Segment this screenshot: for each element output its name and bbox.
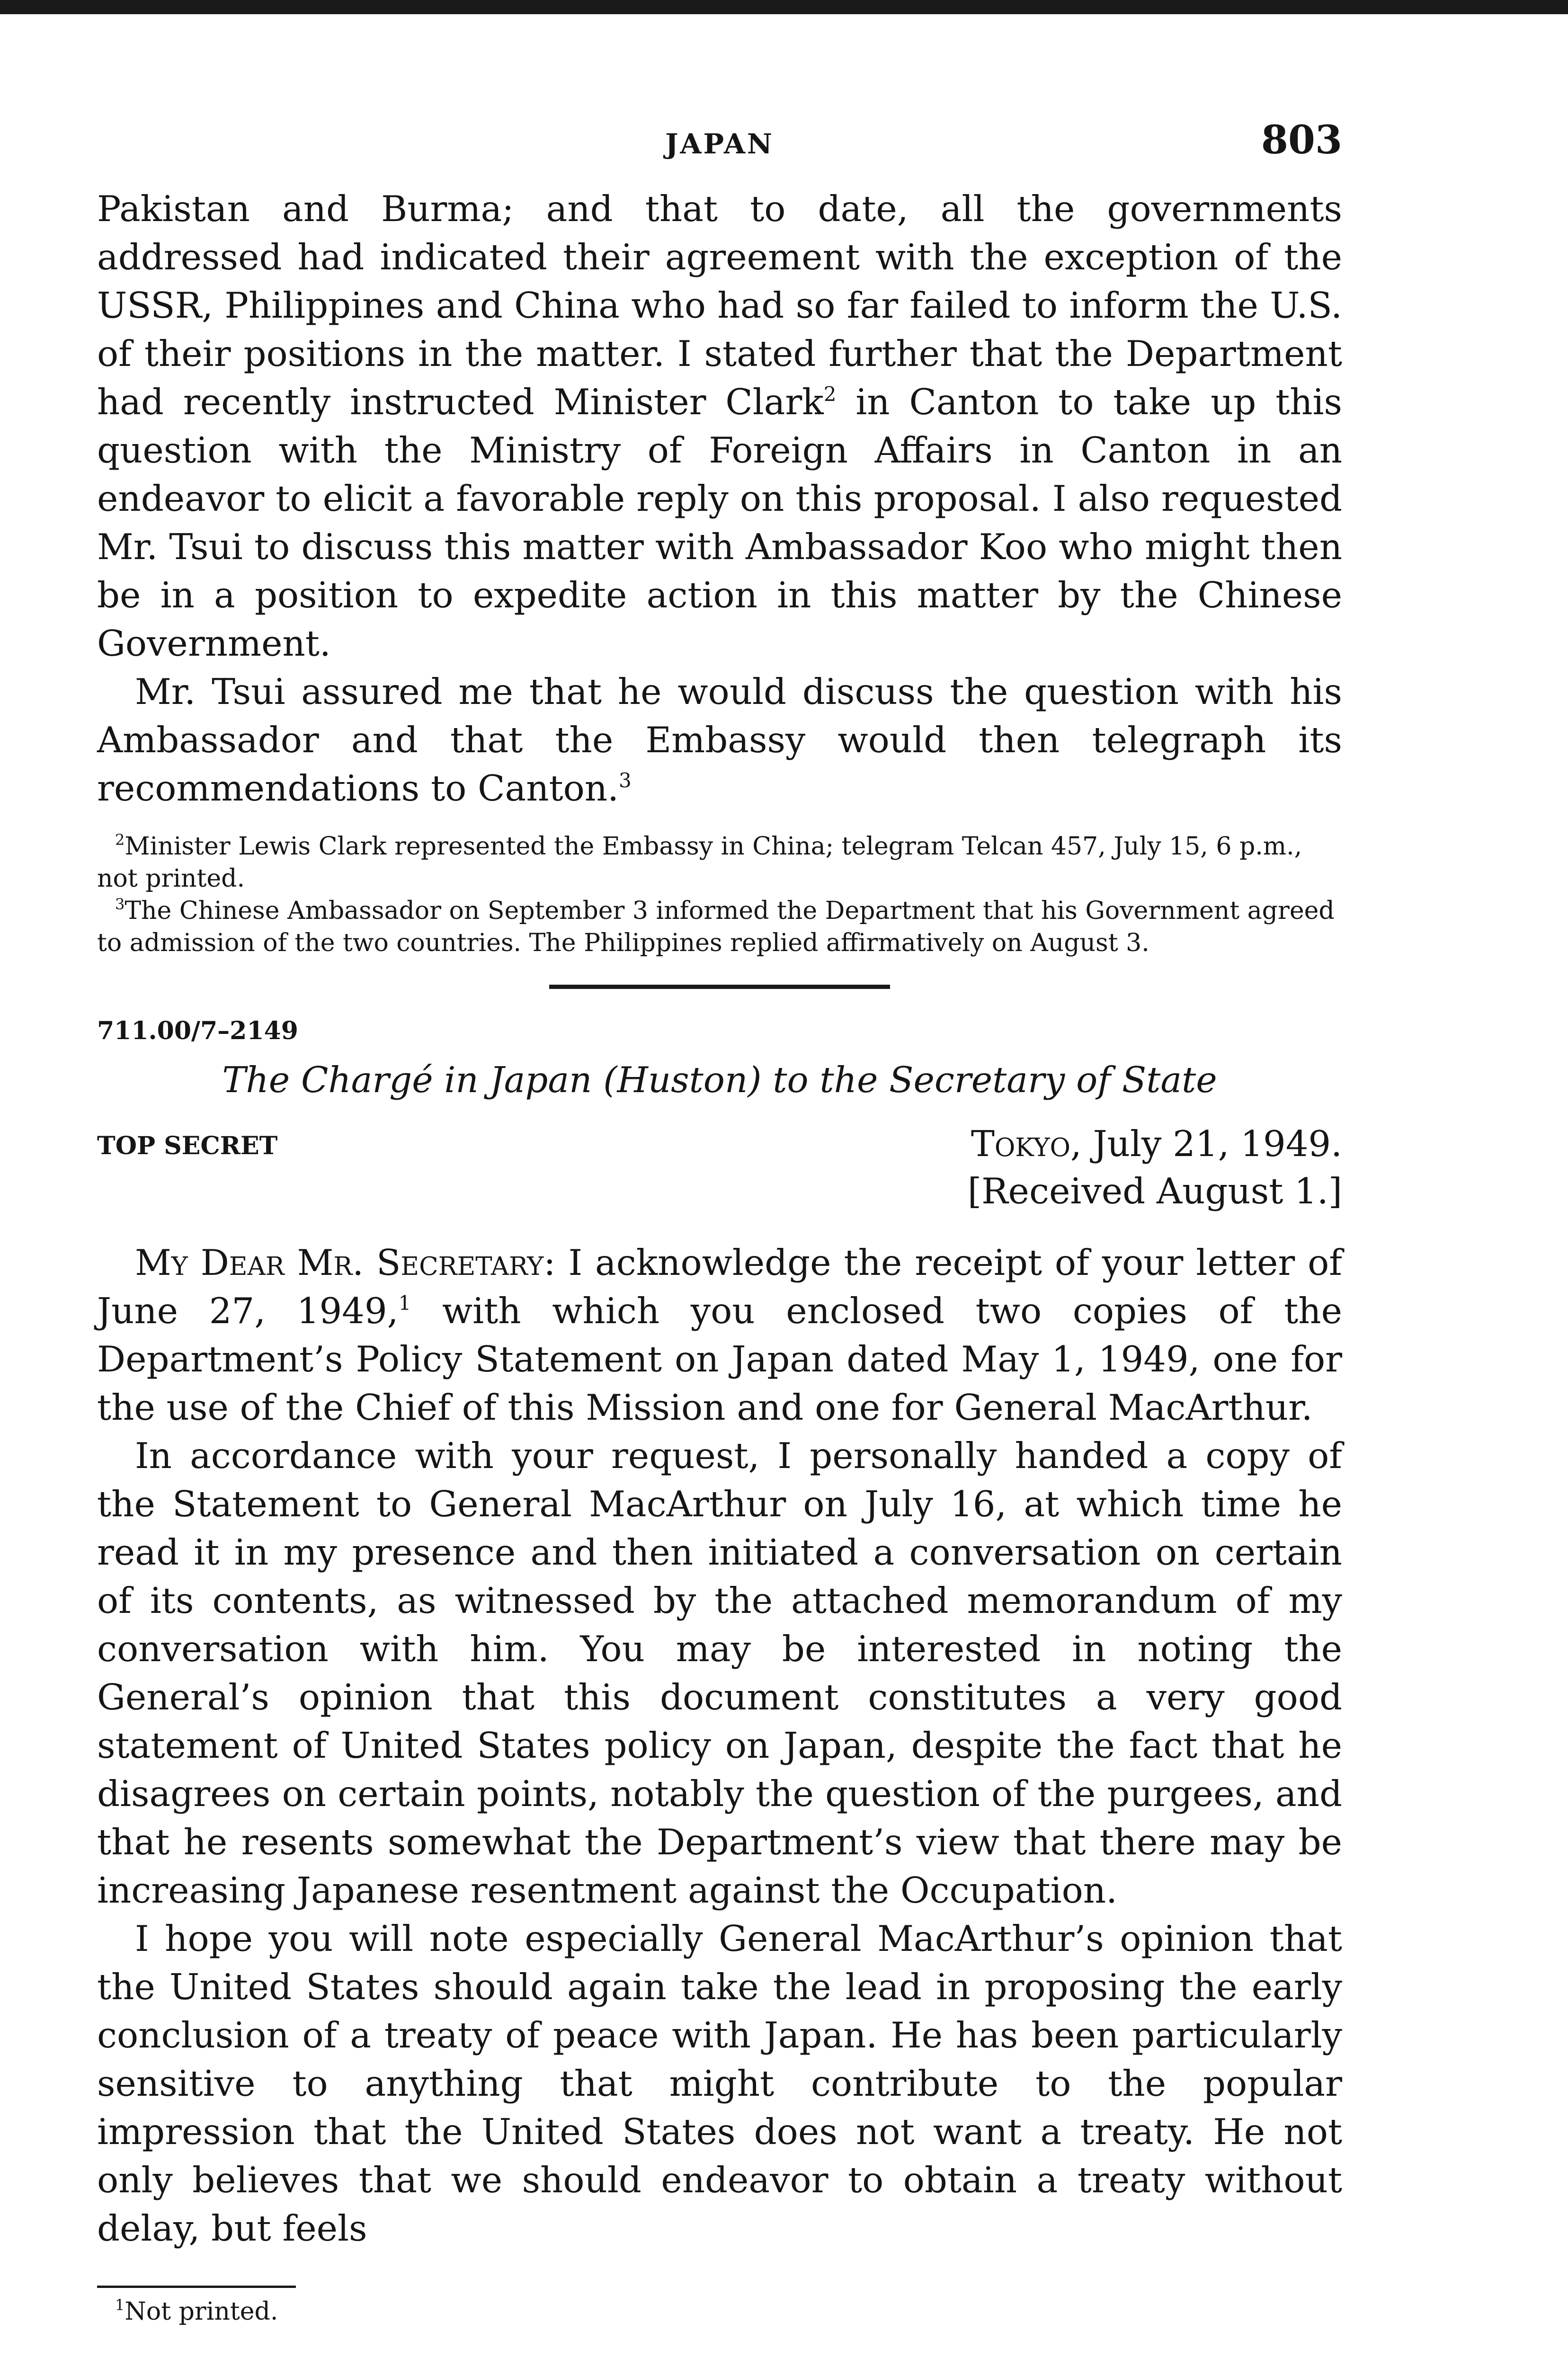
top-border-rule (0, 0, 1568, 14)
file-number: 711.00/7–2149 (97, 1016, 298, 1045)
footnote-ref-3: 3 (618, 769, 632, 792)
footnote-ref-1: 1 (398, 1291, 411, 1315)
document-page (97, 104, 1342, 2328)
letter-body (97, 1238, 1342, 2252)
footnote-mark: 2 (115, 831, 125, 849)
continuation-paragraph-1 (97, 185, 1342, 667)
footnote-ref-2: 2 (823, 383, 837, 406)
running-title: JAPAN (665, 128, 774, 160)
paragraph-text: Mr. Tsui assured me that he would discuss the question with his Ambassador and that the Embassy would then telegraph its recommendations to Canton. (97, 671, 1342, 809)
document-title: The Chargé in Japan (Huston) to the Secretary of State (222, 1059, 1217, 1101)
footnote-text: Not printed. (125, 2297, 278, 2326)
paragraph-text: : I acknowledge the receipt of your letter of June 27, 1949, (97, 1242, 1342, 1332)
continuation-paragraph-2 (97, 667, 1342, 812)
footnote-rule (97, 2286, 296, 2288)
classification-label: TOP SECRET (97, 1131, 278, 1160)
paragraph-text: Pakistan and Burma; and that to date, all the governments addressed had indicated their agreement with the exception of the USSR, Philippines and China who had so far failed to inform the U.S. of their positions in the matter. I stated further that the Department had recently instructed Minister Clark (97, 188, 1342, 423)
paragraph-text: with which you enclosed two copies of the Department’s Policy Statement on Japan dated May 1, 1949, one for the use of the Chief of this Mission and one for General MacArthur. (97, 1290, 1342, 1428)
letter-header (97, 1120, 1342, 1229)
footnote-3 (97, 895, 1342, 959)
letter-paragraph-3: I hope you will note especially General MacArthur’s opinion that the United States should again take the lead in proposing the early conclusion of a treaty of peace with Japan. He has been particularly sensitive to anything that might contribute to the popular impression that the United States does not want a treaty. He not only believes that we should endeavor to obtain a treaty without delay, but feels (97, 1918, 1342, 2249)
continuation-text (97, 185, 1342, 812)
paragraph-text: in Canton to take up this question with the Ministry of Foreign Affairs in Canton in an endeavor to elicit a favorable reply on this proposal. I also requested Mr. Tsui to discuss this matter with Ambassador Koo who might then be in a position to expedite action in this matter by the Chinese Government. (97, 381, 1343, 664)
section-divider (549, 985, 890, 989)
footnote-mark: 3 (115, 895, 125, 913)
footnote-text: The Chinese Ambassador on September 3 informed the Department that his Government agreed to admission of the two countries. The Philippines replied affirmatively on August 3. (97, 897, 1335, 957)
letter-paragraph-1 (97, 1238, 1342, 1432)
page-number: 803 (1261, 117, 1342, 163)
footnote-2 (97, 830, 1342, 895)
dateline (968, 1120, 1342, 1167)
date-text: , July 21, 1949. (1070, 1123, 1342, 1165)
footnote-text: Minister Lewis Clark represented the Embassy in China; telegram Telcan 457, July 15, 6 p.m., not printed. (97, 832, 1302, 893)
footnote-1 (97, 2296, 1342, 2328)
salutation: My Dear Mr. Secretary (135, 1242, 544, 1283)
place-name: Tokyo (971, 1123, 1070, 1165)
place-date-block (968, 1120, 1342, 1215)
footnote-mark: 1 (115, 2296, 125, 2314)
footnotes-top (97, 830, 1342, 959)
received-note: [Received August 1.] (967, 1170, 1342, 1212)
letter-paragraph-2: In accordance with your request, I personally handed a copy of the Statement to General MacArthur on July 16, at which time he read it in my presence and then initiated a conversation on certain of its contents, as witnessed by the attached memorandum of my conversation with him. You may be interested in noting the General’s opinion that this document constitutes a very good statement of United States policy on Japan, despite the fact that he disagrees on certain points, notably the question of the purgees, and that he resents somewhat the Department’s view that there may be increasing Japanese resentment against the Occupation. (97, 1435, 1342, 1911)
running-head (97, 104, 1342, 185)
